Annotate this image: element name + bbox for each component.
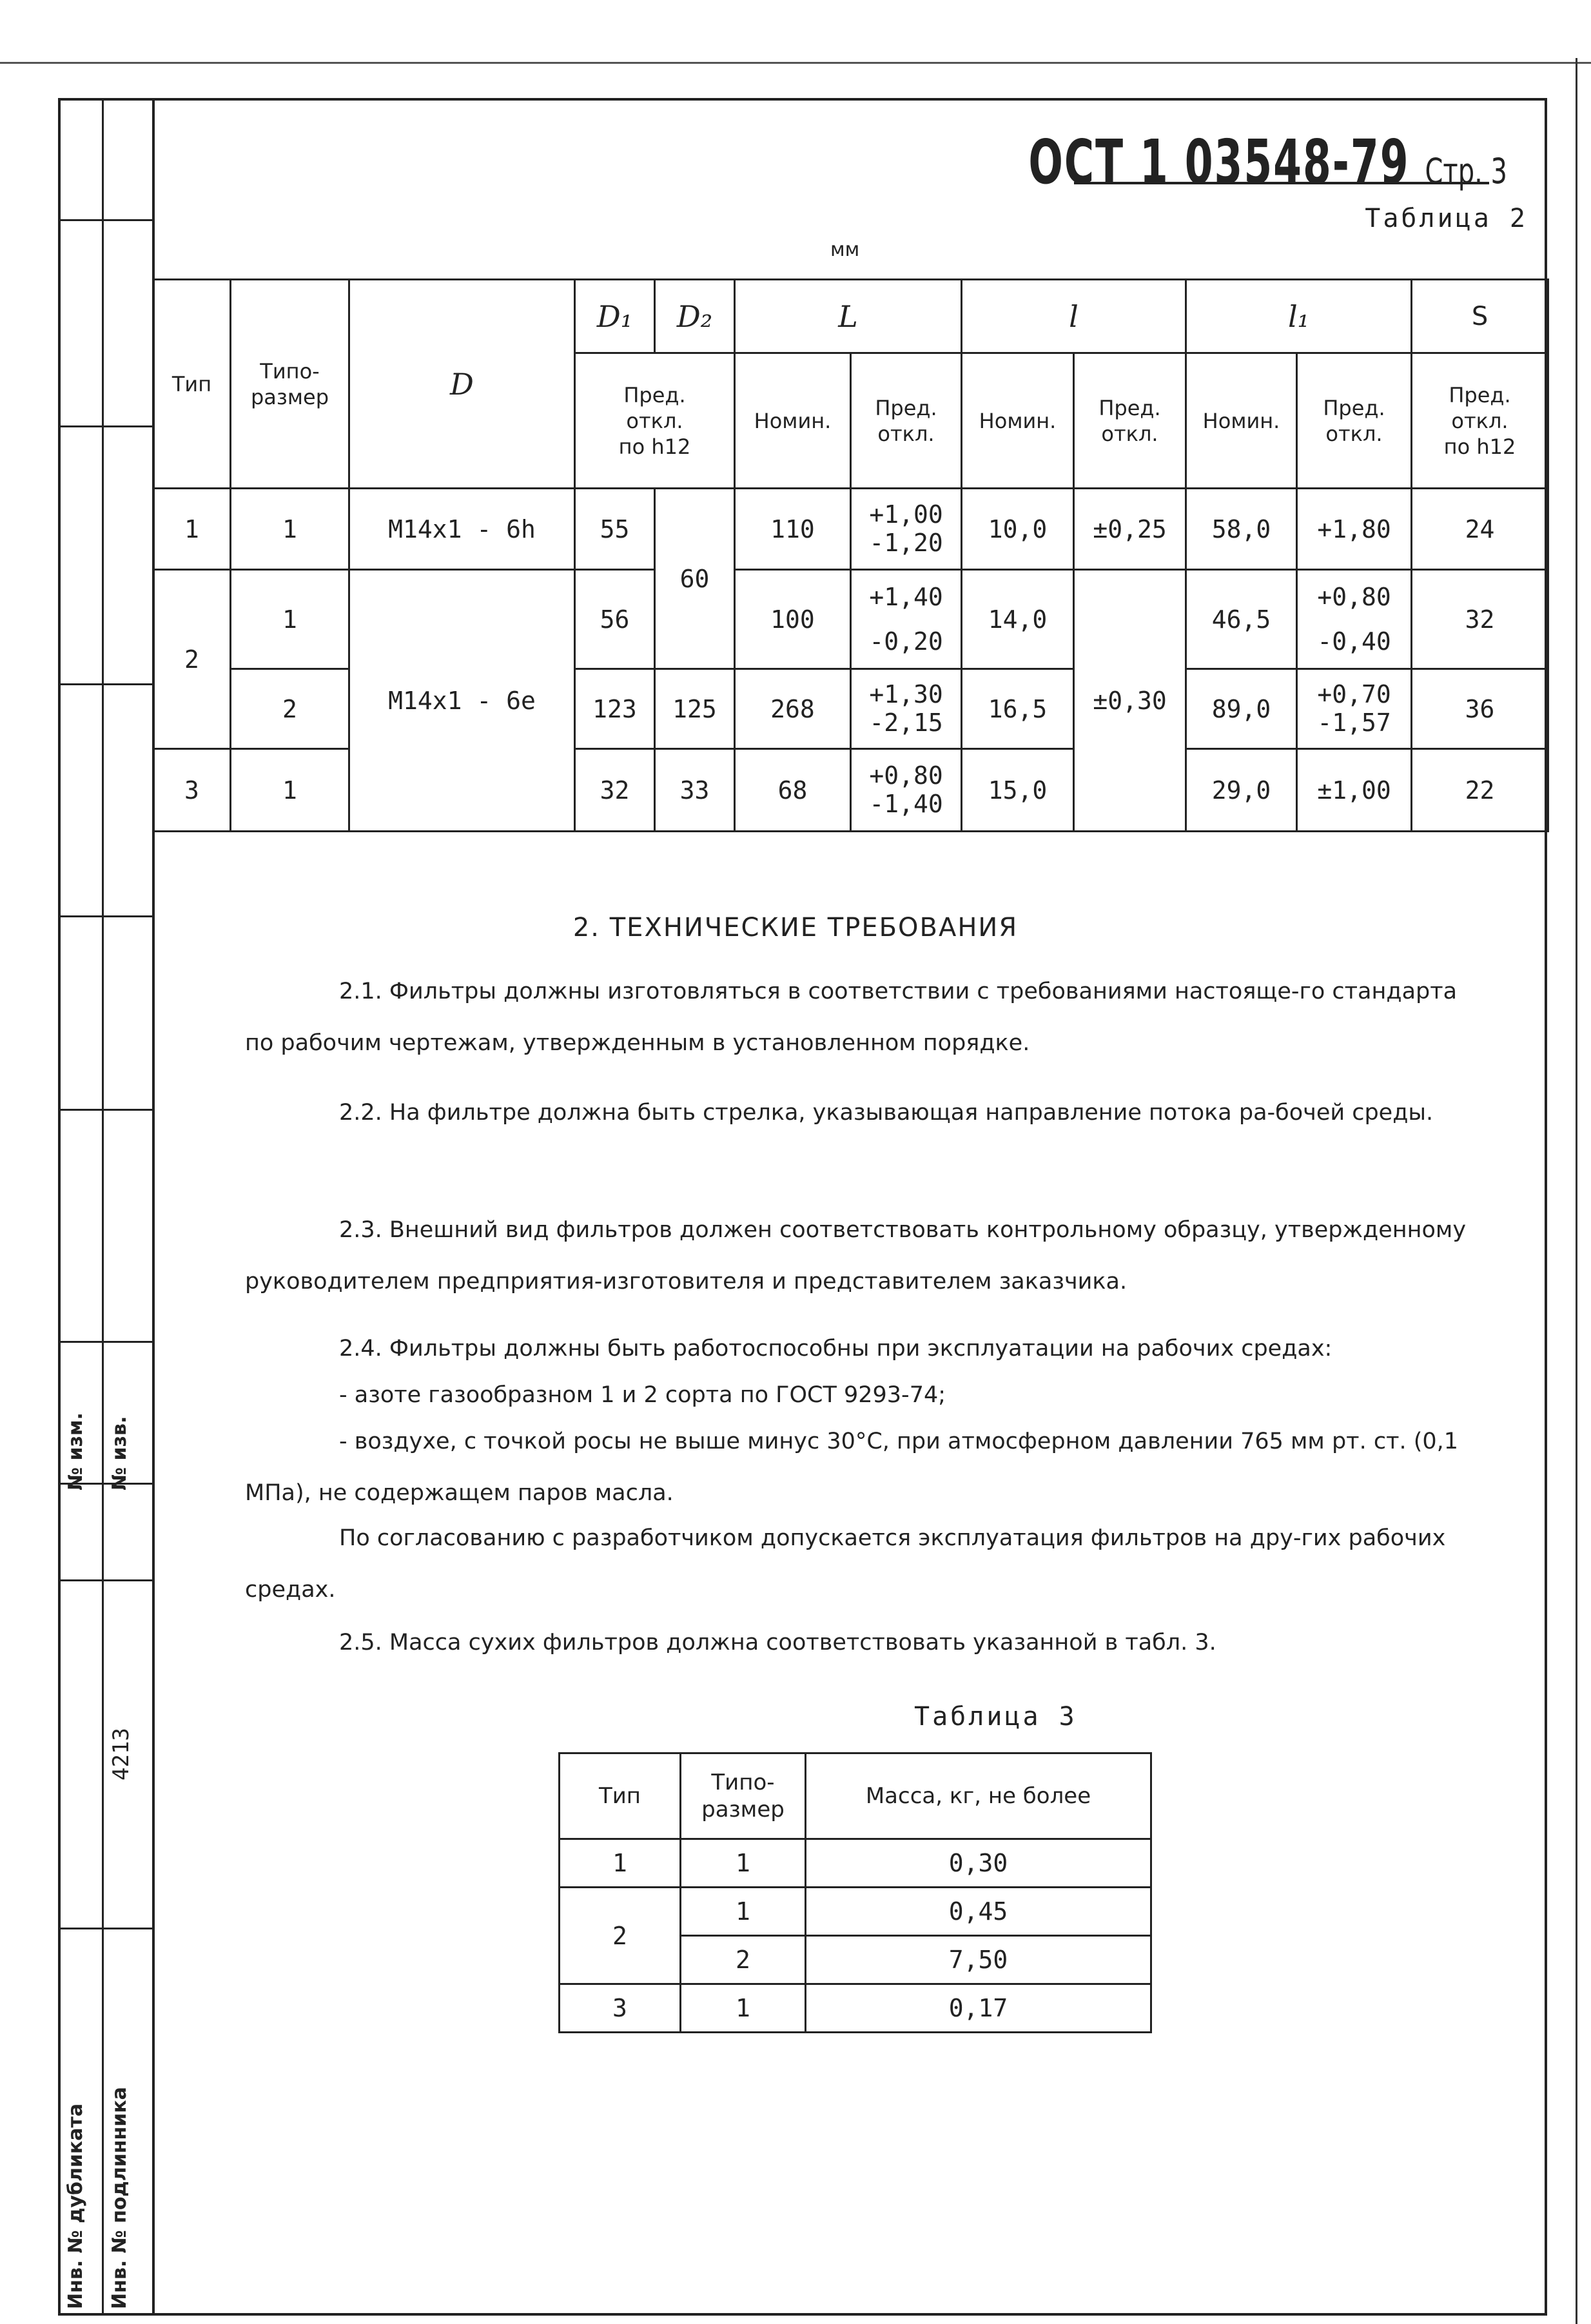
col-header-L: L bbox=[735, 280, 962, 353]
cell-L-dev: +1,30 -2,15 bbox=[851, 669, 962, 749]
side-strip-line bbox=[58, 1579, 152, 1581]
col-header-l1-dev: Пред. откл. bbox=[1297, 353, 1412, 489]
page-header bbox=[1028, 126, 1507, 198]
cell-D: M14x1 - 6e bbox=[349, 570, 575, 832]
cell-tiporazmer: 1 bbox=[681, 1888, 806, 1936]
col-header-tiporazmer: Типо- размер bbox=[681, 1753, 806, 1839]
table-2 bbox=[152, 278, 1549, 832]
cell-L-dev: +0,80 -1,40 bbox=[851, 749, 962, 832]
cell-L-nom: 268 bbox=[735, 669, 851, 749]
cell-tiporazmer: 1 bbox=[231, 749, 349, 832]
cell-l1-nom: 29,0 bbox=[1186, 749, 1297, 832]
col-header-tiporazmer: Типо- размер bbox=[231, 280, 349, 489]
cell-l-dev: ±0,25 bbox=[1074, 489, 1186, 570]
col-header-D1: D₁ bbox=[575, 280, 655, 353]
cell-tip: 3 bbox=[153, 749, 231, 832]
cell-massa: 0,45 bbox=[806, 1888, 1151, 1936]
paragraph-2-4-item-2: - воздухе, с точкой росы не выше минус 30°С, при атмосферном давлении 765 мм рт. ст. (0,1 МПа), не содержащем паров масла. bbox=[245, 1429, 1459, 1506]
cell-tip: 1 bbox=[153, 489, 231, 570]
side-strip-line bbox=[58, 1928, 152, 1929]
table-row bbox=[560, 1888, 1151, 1936]
cell-tiporazmer: 1 bbox=[231, 489, 349, 570]
cell-D2: 125 bbox=[655, 669, 735, 749]
cell-l-nom: 16,5 bbox=[962, 669, 1074, 749]
col-header-l1-nomin: Номин. bbox=[1186, 353, 1297, 489]
side-strip-line bbox=[58, 219, 152, 221]
cell-tiporazmer: 1 bbox=[231, 570, 349, 669]
paragraph-2-4-item-1: - азоте газообразном 1 и 2 сорта по ГОСТ 9293-74; bbox=[339, 1382, 946, 1408]
izv-label: № изв. bbox=[108, 1416, 131, 1490]
cell-l1-nom: 46,5 bbox=[1186, 570, 1297, 669]
paragraph-2-4: 2.4. Фильтры должны быть работоспособны при эксплуатации на рабочих средах: bbox=[339, 1336, 1332, 1362]
page-number: Стр. 3 bbox=[1425, 151, 1507, 192]
section-title: 2. ТЕХНИЧЕСКИЕ ТРЕБОВАНИЯ bbox=[572, 913, 1019, 942]
cell-l1-nom: 89,0 bbox=[1186, 669, 1297, 749]
cell-S: 36 bbox=[1412, 669, 1548, 749]
table-row bbox=[560, 1839, 1151, 1888]
cell-L-nom: 68 bbox=[735, 749, 851, 832]
col-header-L-dev: Пред. откл. bbox=[851, 353, 962, 489]
cell-tip: 1 bbox=[560, 1839, 681, 1888]
dublikat-label: Инв. № дубликата bbox=[64, 2103, 87, 2309]
cell-tiporazmer: 1 bbox=[681, 1839, 806, 1888]
paragraph-2-3: 2.3. Внешний вид фильтров должен соответствовать контрольному образцу, утвержденному руководителем предприятия-изготовителя и представителем заказчика. bbox=[245, 1217, 1467, 1294]
cell-massa: 0,17 bbox=[806, 1984, 1151, 2033]
cell-tip: 2 bbox=[560, 1888, 681, 1984]
col-header-l1: l₁ bbox=[1186, 280, 1412, 353]
col-header-D2: D₂ bbox=[655, 280, 735, 353]
page-right-edge bbox=[1576, 58, 1577, 2324]
col-header-l-nomin: Номин. bbox=[962, 353, 1074, 489]
cell-D2: 60 bbox=[655, 489, 735, 669]
izm-label: № изм. bbox=[64, 1412, 87, 1490]
page-top-edge bbox=[0, 62, 1591, 64]
cell-D1: 56 bbox=[575, 570, 655, 669]
table3-caption: Таблица 3 bbox=[914, 1702, 1077, 1732]
cell-l-dev: ±0,30 bbox=[1074, 570, 1186, 832]
col-header-L-nomin: Номин. bbox=[735, 353, 851, 489]
cell-massa: 0,30 bbox=[806, 1839, 1151, 1888]
inventory-number: 4213 bbox=[108, 1728, 134, 1781]
cell-D: M14x1 - 6h bbox=[349, 489, 575, 570]
cell-S: 24 bbox=[1412, 489, 1548, 570]
col-header-l: l bbox=[962, 280, 1186, 353]
table2-caption: Таблица 2 bbox=[1365, 204, 1528, 233]
cell-tip: 3 bbox=[560, 1984, 681, 2033]
cell-l1-dev: +1,80 bbox=[1297, 489, 1412, 570]
cell-L-nom: 110 bbox=[735, 489, 851, 570]
cell-l1-nom: 58,0 bbox=[1186, 489, 1297, 570]
header-underline bbox=[1074, 182, 1489, 184]
cell-l1-dev: +0,80 -0,40 bbox=[1297, 570, 1412, 669]
paragraph-2-5: 2.5. Масса сухих фильтров должна соответствовать указанной в табл. 3. bbox=[339, 1630, 1216, 1655]
podlinnik-label: Инв. № подлинника bbox=[108, 2087, 131, 2309]
cell-tip: 2 bbox=[153, 570, 231, 749]
col-header-S-tolerance: Пред. откл. по h12 bbox=[1412, 353, 1548, 489]
table-row bbox=[560, 1984, 1151, 2033]
cell-S: 32 bbox=[1412, 570, 1548, 669]
cell-massa: 7,50 bbox=[806, 1936, 1151, 1984]
cell-D1: 32 bbox=[575, 749, 655, 832]
paragraph-2-1: 2.1. Фильтры должны изготовляться в соответствии с требованиями настояще-го стандарта по рабочим чертежам, утвержденным в установленном порядке. bbox=[245, 979, 1458, 1056]
col-header-massa: Масса, кг, не более bbox=[806, 1753, 1151, 1839]
cell-D2: 33 bbox=[655, 749, 735, 832]
cell-l-nom: 10,0 bbox=[962, 489, 1074, 570]
cell-L-nom: 100 bbox=[735, 570, 851, 669]
standard-number: ОСТ 1 03548-79 bbox=[1028, 126, 1410, 198]
cell-l1-dev: +0,70 -1,57 bbox=[1297, 669, 1412, 749]
col-header-D: D bbox=[349, 280, 575, 489]
col-header-l-dev: Пред. откл. bbox=[1074, 353, 1186, 489]
cell-S: 22 bbox=[1412, 749, 1548, 832]
table-row bbox=[153, 489, 1548, 570]
side-strip-line bbox=[58, 425, 152, 427]
table2-unit: мм bbox=[830, 239, 860, 261]
cell-L-dev: +1,00 -1,20 bbox=[851, 489, 962, 570]
col-header-S: S bbox=[1412, 280, 1548, 353]
col-header-tip: Тип bbox=[153, 280, 231, 489]
paragraph-2-4-note: По согласованию с разработчиком допускается эксплуатация фильтров на дру-гих рабочих средах. bbox=[245, 1525, 1446, 1603]
cell-tiporazmer: 1 bbox=[681, 1984, 806, 2033]
cell-l1-dev: ±1,00 bbox=[1297, 749, 1412, 832]
side-strip-line bbox=[58, 1341, 152, 1343]
side-strip-line bbox=[58, 683, 152, 685]
table-row bbox=[153, 570, 1548, 669]
cell-tiporazmer: 2 bbox=[681, 1936, 806, 1984]
cell-D1: 123 bbox=[575, 669, 655, 749]
cell-L-dev: +1,40 -0,20 bbox=[851, 570, 962, 669]
cell-D1: 55 bbox=[575, 489, 655, 570]
side-strip-line bbox=[58, 1109, 152, 1111]
cell-tiporazmer: 2 bbox=[231, 669, 349, 749]
paragraph-2-2: 2.2. На фильтре должна быть стрелка, указывающая направление потока ра-бочей среды. bbox=[339, 1100, 1434, 1126]
table-3 bbox=[558, 1752, 1152, 2033]
col-header-D-tolerance: Пред. откл. по h12 bbox=[575, 353, 735, 489]
cell-l-nom: 15,0 bbox=[962, 749, 1074, 832]
cell-l-nom: 14,0 bbox=[962, 570, 1074, 669]
side-strip-divider bbox=[102, 98, 104, 2316]
col-header-tip: Тип bbox=[560, 1753, 681, 1839]
